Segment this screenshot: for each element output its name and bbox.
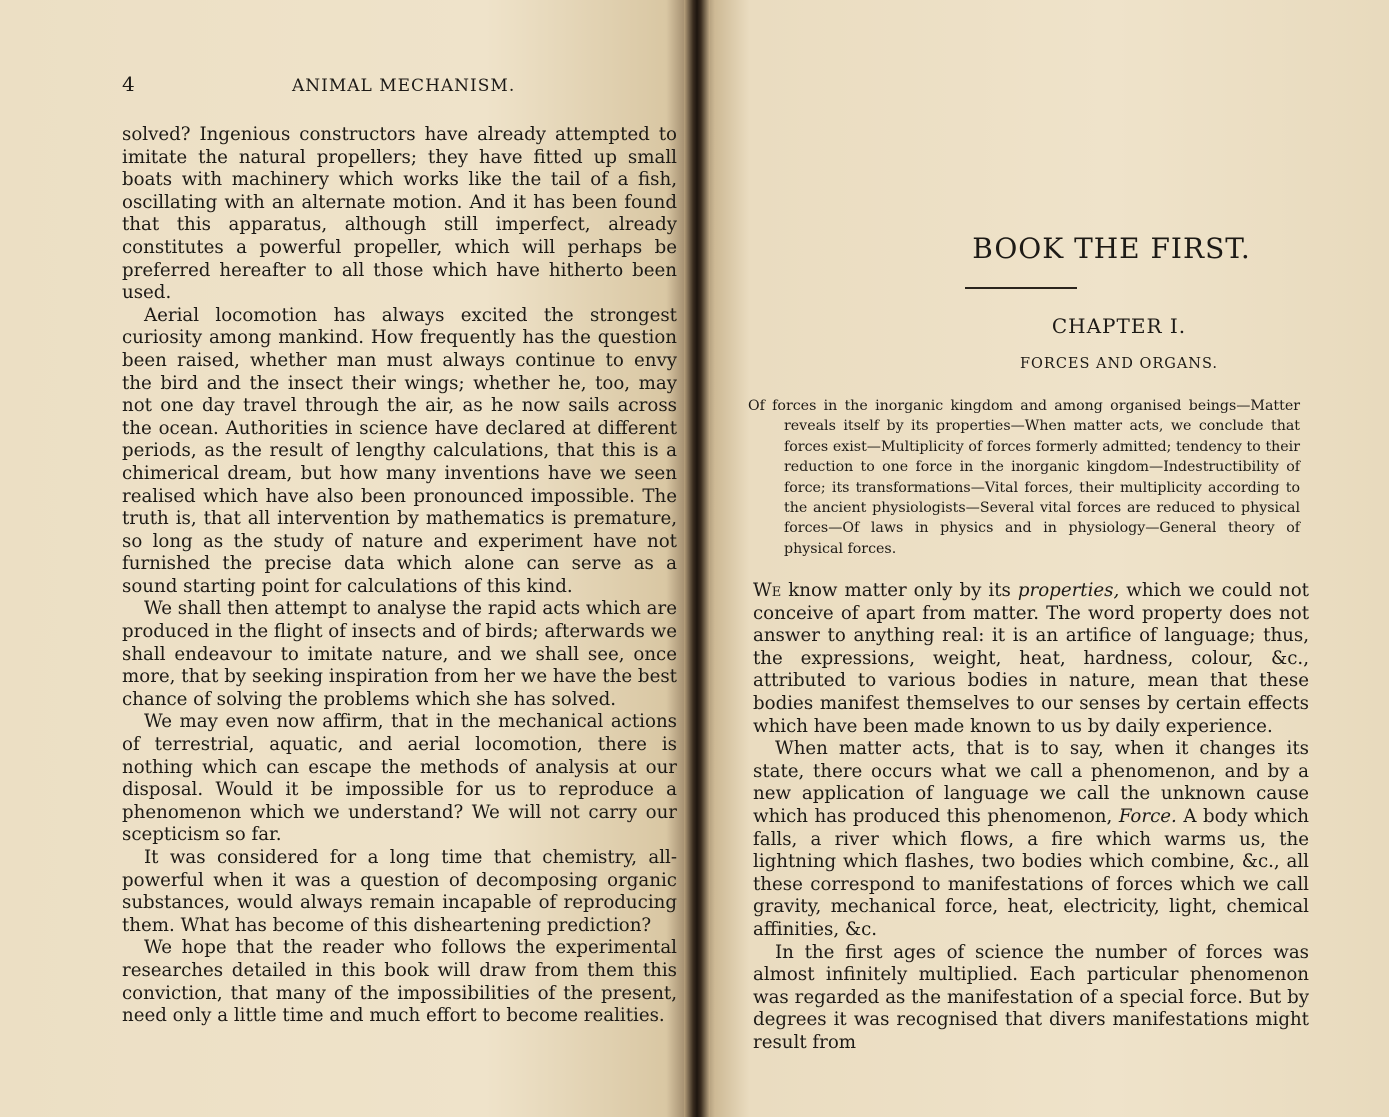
left-page [0,0,694,1117]
running-title: ANIMAL MECHANISM. [292,76,516,96]
text-run: which we could not conceive of apart from matter. The word property does not answer to anything real: it is an artifice of language; thus, the expressions, weight, heat, hardness, colour, &c., attributed to various bodies in nature, mean that these bodies manifest themselves to our senses by certain effects which have been made known to us by daily experience. [753,580,1309,737]
paragraph: solved? Ingenious constructors have already attempted to imitate the natural propellers; they have fitted up small boats with machinery which works like the tail of a fish, oscillating with an alternate motion. And it has been found that this apparatus, although still imperfect, already constitutes a powerful propeller, which will perhaps be preferred hereafter to all those which have hitherto been used. [122,124,677,304]
text-run: A body which falls, a river which flows, a fire which warms us, the lightning which flashes, two bodies which combine, &c., all these correspond to manifestations of forces which we call gravity, mechanical force, heat, electricity, light, chemical affinities, &c. [753,805,1309,940]
text-run: When matter acts, that is to say, when it changes its state, there occurs what we call a phenomenon, and by a new application of language we call the unknown cause which has produced this phenomenon, [753,738,1309,827]
section-title: FORCES AND ORGANS. [1019,356,1219,372]
book-gutter [684,0,710,1117]
text-run: know matter only by its [781,580,1018,601]
paragraph [753,580,1309,738]
paragraph: Aerial locomotion has always excited the strongest curiosity among mankind. How frequently has the question been raised, whether man must always continue to envy the bird and the insect their wings; whether he, too, may not one day travel through the air, as he now sails across the ocean. Authorities in science have declared at different periods, as the result of lengthy calculations, that this is a chimerical dream, but how many inventions have we seen realised which have also been pronounced impossible. The truth is, that all intervention by mathematics is premature, so long as the study of nature and experiment have not furnished the precise data which alone can serve as a sound starting point for calculations of this kind. [122,304,677,597]
lead-word: We [753,580,782,601]
right-page-body [753,580,1309,1054]
paragraph: We shall then attempt to analyse the rapid acts which are produced in the flight of insects and of birds; afterwards we shall endeavour to imitate nature, and we shall see, once more, that by seeking inspiration from her we have the best chance of solving the problems which she has solved. [122,598,678,710]
paragraph: It was considered for a long time that chemistry, all-powerful when it was a question of decomposing organic substances, would always remain incapable of reproducing them. What has become of this disheartening prediction? [122,847,677,936]
title-rule [965,287,1077,289]
paragraph: In the first ages of science the number of forces was almost infinitely multiplied. Each particular phenomenon was regarded as the manifestation of a special force. But by degrees it was recognised that divers manifestations might result from [753,941,1309,1053]
emphasis: properties, [1017,580,1120,601]
chapter-summary: Of forces in the inorganic kingdom and among organised beings—Matter reveals itself by its properties—When matter acts, we conclude that forces exist—Multiplicity of forces formerly admitted; tendency to their reduction to one force in the inorganic kingdom—Indestructibility of force; its transformations—Vital forces, their multiplicity according to the ancient physiologists—Several vital forces are reduced to physical forces—Of laws in physics and in physiology—General theory of physical forces. [748,398,1300,557]
emphasis: Force. [1118,805,1177,827]
book-title: BOOK THE FIRST. [972,232,1251,265]
paragraph: We may even now affirm, that in the mechanical actions of terrestrial, aquatic, and aerial locomotion, there is nothing which can escape the methods of analysis at our disposal. Would it be impossible for us to reproduce a phenomenon which we understand? We will not carry our scepticism so far. [122,711,677,846]
left-page-body [122,124,677,1028]
page-number: 4 [122,72,136,96]
paragraph: We hope that the reader who follows the experimental researches detailed in this book will draw from them this conviction, that many of the impossibilities of the present, need only a little time and much effort to become realities. [122,937,677,1027]
paragraph [753,738,1309,941]
chapter-title: CHAPTER I. [1051,314,1187,338]
